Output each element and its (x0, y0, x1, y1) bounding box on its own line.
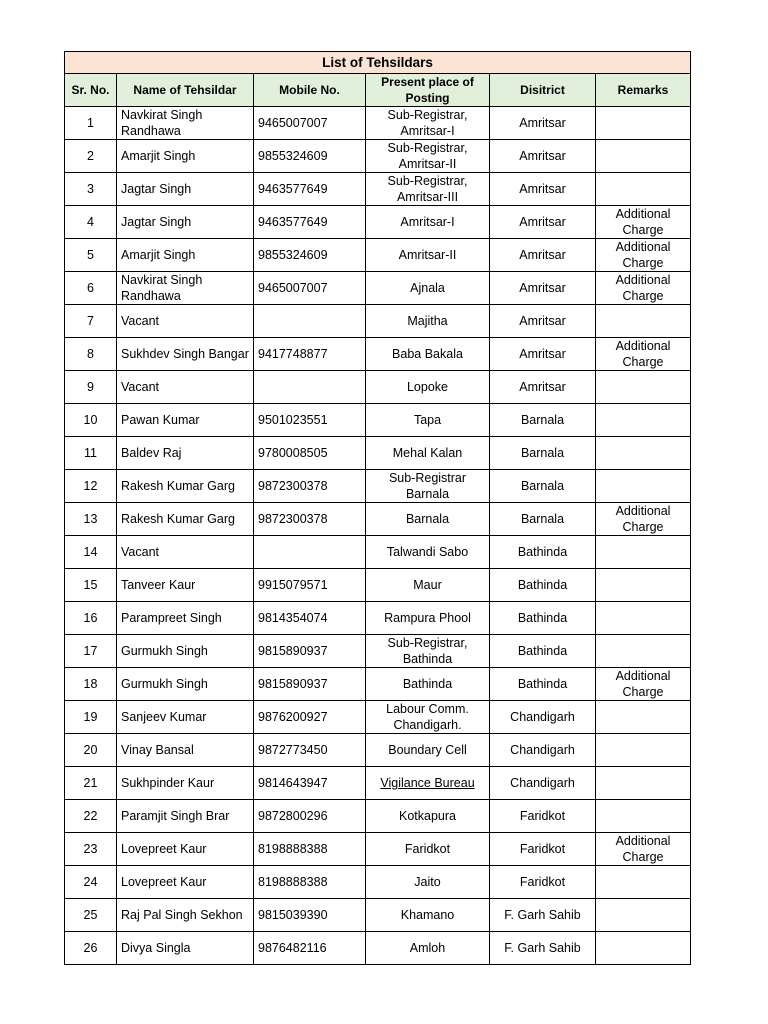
cell-posting: Sub-Registrar, Amritsar-II (366, 140, 490, 173)
table-row (65, 173, 691, 206)
cell-name: Navkirat Singh Randhawa (117, 272, 254, 305)
cell-name: Navkirat Singh Randhawa (117, 107, 254, 140)
cell-district: Amritsar (490, 140, 596, 173)
cell-name: Parampreet Singh (117, 602, 254, 635)
cell-posting: Kotkapura (366, 800, 490, 833)
header-district: Disitrict (490, 74, 596, 107)
cell-remarks (596, 701, 691, 734)
cell-sr-no: 2 (65, 140, 117, 173)
cell-mobile (254, 536, 366, 569)
cell-posting: Labour Comm. Chandigarh. (366, 701, 490, 734)
table-row (65, 536, 691, 569)
cell-mobile: 9501023551 (254, 404, 366, 437)
cell-district: Barnala (490, 404, 596, 437)
cell-sr-no: 17 (65, 635, 117, 668)
cell-name: Paramjit Singh Brar (117, 800, 254, 833)
cell-sr-no: 5 (65, 239, 117, 272)
cell-mobile: 9463577649 (254, 206, 366, 239)
cell-mobile: 9872800296 (254, 800, 366, 833)
cell-district: Bathinda (490, 602, 596, 635)
cell-posting: Mehal Kalan (366, 437, 490, 470)
cell-sr-no: 10 (65, 404, 117, 437)
cell-mobile: 9815039390 (254, 899, 366, 932)
table-row (65, 569, 691, 602)
cell-posting: Barnala (366, 503, 490, 536)
cell-remarks (596, 602, 691, 635)
cell-posting: Amloh (366, 932, 490, 965)
cell-name: Lovepreet Kaur (117, 866, 254, 899)
cell-sr-no: 24 (65, 866, 117, 899)
cell-district: Faridkot (490, 800, 596, 833)
cell-remarks: Additional Charge (596, 668, 691, 701)
table-row (65, 635, 691, 668)
cell-district: Chandigarh (490, 701, 596, 734)
cell-name: Gurmukh Singh (117, 668, 254, 701)
table-row (65, 305, 691, 338)
cell-district: Amritsar (490, 305, 596, 338)
cell-mobile: 9876482116 (254, 932, 366, 965)
cell-district: F. Garh Sahib (490, 899, 596, 932)
cell-remarks (596, 173, 691, 206)
cell-sr-no: 4 (65, 206, 117, 239)
cell-sr-no: 8 (65, 338, 117, 371)
cell-remarks (596, 404, 691, 437)
cell-district: Bathinda (490, 536, 596, 569)
table-row (65, 932, 691, 965)
table-row (65, 602, 691, 635)
cell-district: F. Garh Sahib (490, 932, 596, 965)
cell-mobile: 9465007007 (254, 272, 366, 305)
cell-name: Jagtar Singh (117, 173, 254, 206)
cell-mobile: 9855324609 (254, 239, 366, 272)
table-row (65, 503, 691, 536)
cell-remarks (596, 866, 691, 899)
cell-posting: Majitha (366, 305, 490, 338)
cell-mobile: 9417748877 (254, 338, 366, 371)
cell-remarks (596, 107, 691, 140)
cell-remarks (596, 767, 691, 800)
cell-posting: Rampura Phool (366, 602, 490, 635)
cell-district: Amritsar (490, 206, 596, 239)
cell-posting: Ajnala (366, 272, 490, 305)
cell-posting: Boundary Cell (366, 734, 490, 767)
cell-sr-no: 15 (65, 569, 117, 602)
cell-mobile: 9815890937 (254, 635, 366, 668)
table-row (65, 866, 691, 899)
header-remarks: Remarks (596, 74, 691, 107)
table-row (65, 800, 691, 833)
cell-name: Lovepreet Kaur (117, 833, 254, 866)
cell-mobile: 9814643947 (254, 767, 366, 800)
table-title: List of Tehsildars (65, 52, 691, 74)
table-row (65, 239, 691, 272)
table-row (65, 371, 691, 404)
cell-sr-no: 6 (65, 272, 117, 305)
cell-mobile: 9463577649 (254, 173, 366, 206)
cell-name: Sanjeev Kumar (117, 701, 254, 734)
cell-district: Amritsar (490, 272, 596, 305)
cell-sr-no: 19 (65, 701, 117, 734)
cell-remarks: Additional Charge (596, 503, 691, 536)
cell-remarks (596, 437, 691, 470)
cell-posting: Sub-Registrar, Amritsar-III (366, 173, 490, 206)
cell-remarks (596, 470, 691, 503)
cell-mobile (254, 371, 366, 404)
cell-name: Rakesh Kumar Garg (117, 470, 254, 503)
table-row (65, 899, 691, 932)
cell-district: Amritsar (490, 107, 596, 140)
cell-name: Pawan Kumar (117, 404, 254, 437)
cell-sr-no: 18 (65, 668, 117, 701)
cell-mobile: 9814354074 (254, 602, 366, 635)
cell-posting: Amritsar-II (366, 239, 490, 272)
cell-sr-no: 9 (65, 371, 117, 404)
cell-posting (366, 767, 490, 800)
cell-sr-no: 3 (65, 173, 117, 206)
table-row (65, 107, 691, 140)
table-row (65, 404, 691, 437)
cell-district: Barnala (490, 437, 596, 470)
cell-remarks (596, 635, 691, 668)
cell-name: Jagtar Singh (117, 206, 254, 239)
cell-name: Sukhdev Singh Bangar (117, 338, 254, 371)
cell-name: Sukhpinder Kaur (117, 767, 254, 800)
cell-district: Chandigarh (490, 767, 596, 800)
cell-posting: Lopoke (366, 371, 490, 404)
cell-name: Raj Pal Singh Sekhon (117, 899, 254, 932)
cell-name: Baldev Raj (117, 437, 254, 470)
cell-sr-no: 22 (65, 800, 117, 833)
cell-name: Amarjit Singh (117, 140, 254, 173)
table-row (65, 338, 691, 371)
header-posting: Present place of Posting (366, 74, 490, 107)
cell-remarks: Additional Charge (596, 338, 691, 371)
cell-remarks (596, 371, 691, 404)
cell-name: Divya Singla (117, 932, 254, 965)
cell-mobile: 8198888388 (254, 833, 366, 866)
cell-sr-no: 23 (65, 833, 117, 866)
cell-posting: Talwandi Sabo (366, 536, 490, 569)
cell-sr-no: 12 (65, 470, 117, 503)
table-row (65, 701, 691, 734)
cell-district: Faridkot (490, 833, 596, 866)
cell-mobile: 9872300378 (254, 470, 366, 503)
cell-district: Barnala (490, 503, 596, 536)
cell-name: Tanveer Kaur (117, 569, 254, 602)
cell-sr-no: 20 (65, 734, 117, 767)
table-row (65, 272, 691, 305)
cell-district: Amritsar (490, 239, 596, 272)
cell-district: Amritsar (490, 371, 596, 404)
table-row (65, 437, 691, 470)
cell-posting: Maur (366, 569, 490, 602)
table-row (65, 833, 691, 866)
cell-posting: Amritsar-I (366, 206, 490, 239)
cell-mobile: 9780008505 (254, 437, 366, 470)
cell-sr-no: 11 (65, 437, 117, 470)
cell-posting: Baba Bakala (366, 338, 490, 371)
cell-name: Vacant (117, 305, 254, 338)
cell-mobile: 9815890937 (254, 668, 366, 701)
cell-posting: Tapa (366, 404, 490, 437)
cell-name: Vacant (117, 371, 254, 404)
cell-mobile: 9465007007 (254, 107, 366, 140)
cell-sr-no: 25 (65, 899, 117, 932)
cell-remarks (596, 800, 691, 833)
cell-mobile: 9872773450 (254, 734, 366, 767)
header-name: Name of Tehsildar (117, 74, 254, 107)
posting-underlined-text: Vigilance Bureau (380, 776, 475, 790)
cell-sr-no: 26 (65, 932, 117, 965)
cell-remarks: Additional Charge (596, 239, 691, 272)
cell-posting: Sub-Registrar, Amritsar-I (366, 107, 490, 140)
cell-posting: Sub-Registrar, Bathinda (366, 635, 490, 668)
cell-posting: Bathinda (366, 668, 490, 701)
cell-mobile: 9855324609 (254, 140, 366, 173)
cell-remarks: Additional Charge (596, 833, 691, 866)
table-row (65, 140, 691, 173)
cell-sr-no: 16 (65, 602, 117, 635)
cell-remarks (596, 305, 691, 338)
cell-sr-no: 7 (65, 305, 117, 338)
cell-name: Rakesh Kumar Garg (117, 503, 254, 536)
cell-name: Gurmukh Singh (117, 635, 254, 668)
header-mobile: Mobile No. (254, 74, 366, 107)
cell-district: Bathinda (490, 668, 596, 701)
cell-posting: Jaito (366, 866, 490, 899)
cell-remarks (596, 932, 691, 965)
cell-mobile: 9872300378 (254, 503, 366, 536)
cell-district: Faridkot (490, 866, 596, 899)
cell-remarks (596, 536, 691, 569)
table-row (65, 767, 691, 800)
cell-remarks: Additional Charge (596, 272, 691, 305)
cell-remarks (596, 569, 691, 602)
cell-district: Bathinda (490, 569, 596, 602)
cell-district: Bathinda (490, 635, 596, 668)
header-sr-no: Sr. No. (65, 74, 117, 107)
table-row (65, 470, 691, 503)
cell-mobile: 8198888388 (254, 866, 366, 899)
cell-sr-no: 13 (65, 503, 117, 536)
cell-district: Chandigarh (490, 734, 596, 767)
table-row (65, 734, 691, 767)
cell-mobile: 9876200927 (254, 701, 366, 734)
cell-sr-no: 1 (65, 107, 117, 140)
table-row (65, 206, 691, 239)
cell-sr-no: 21 (65, 767, 117, 800)
cell-posting: Faridkot (366, 833, 490, 866)
tehsildars-table (64, 51, 691, 965)
cell-district: Amritsar (490, 338, 596, 371)
cell-posting: Sub-Registrar Barnala (366, 470, 490, 503)
cell-sr-no: 14 (65, 536, 117, 569)
cell-remarks: Additional Charge (596, 206, 691, 239)
cell-name: Vinay Bansal (117, 734, 254, 767)
cell-name: Vacant (117, 536, 254, 569)
cell-district: Barnala (490, 470, 596, 503)
cell-name: Amarjit Singh (117, 239, 254, 272)
cell-remarks (596, 140, 691, 173)
table-row (65, 668, 691, 701)
cell-mobile: 9915079571 (254, 569, 366, 602)
cell-remarks (596, 899, 691, 932)
cell-posting: Khamano (366, 899, 490, 932)
cell-remarks (596, 734, 691, 767)
cell-mobile (254, 305, 366, 338)
cell-district: Amritsar (490, 173, 596, 206)
